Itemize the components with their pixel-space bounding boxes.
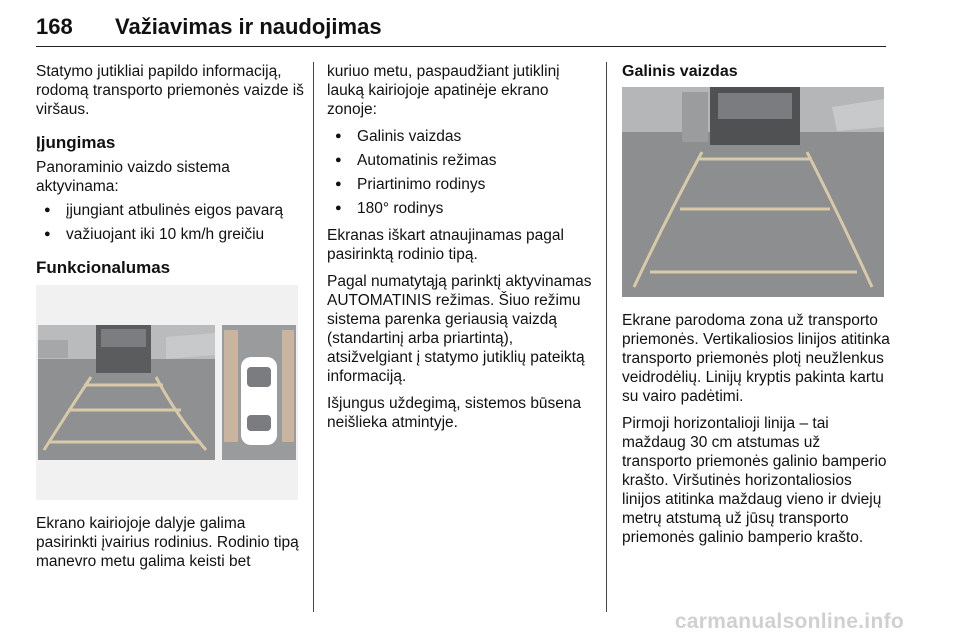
page-header — [36, 12, 886, 47]
views-paragraph: Ekrano kairiojoje dalyje galima pasirinkti įvairius rodinius. Rodinio tipą manevro metu galima keisti bet — [36, 515, 299, 570]
rear-view-paragraph-2: Pirmoji horizontalioji linija – tai maždaug 30 cm atstumas už transporto priemonės galinio bamperio krašto. Viršutinės horizontaliosios linijos atitinka maždaug vieno ir dviejų metrų atstumą už jūsų transporto priemonės galinio bamperio krašto. — [622, 415, 887, 546]
activation-list — [36, 201, 304, 244]
column-2 — [327, 62, 599, 440]
watermark: carmanualsonline.info — [674, 610, 904, 633]
chapter-title: Važiavimas ir naudojimas — [115, 14, 382, 39]
list-item: ● Priartinimo rodinys — [327, 175, 599, 194]
list-item: ● 180° rodinys — [327, 199, 599, 218]
view-type-list — [327, 127, 599, 218]
intro-paragraph: Statymo jutikliai papildo informaciją, rodomą transporto priemonės vaizde iš viršaus. — [36, 63, 304, 118]
column-1 — [36, 62, 304, 579]
default-mode-paragraph: Pagal numatytąją parinktį aktyvinamas AUTOMATINIS režimas. Šiuo režimu sistema parenka geriausią vaizdą (standartinį arba priartintą), atsižvelgiant į statymo jutiklių pateiktą informaciją. — [327, 273, 592, 385]
list-item: ● Automatinis režimas — [327, 151, 599, 170]
rear-view-illustration — [622, 87, 884, 297]
list-item: ● Galinis vaizdas — [327, 127, 599, 146]
column-3 — [622, 62, 892, 555]
heading-functionality: Funkcionalumas — [36, 258, 171, 277]
refresh-paragraph: Ekranas iškart atnaujinamas pagal pasirinktą rodinio tipą. — [327, 227, 564, 263]
display-illustration — [36, 285, 298, 500]
list-item: ● važiuojant iki 10 km/h greičiu — [36, 225, 304, 244]
continued-paragraph: kuriuo metu, paspaudžiant jutiklinį lauką kairiojoje apatinėje ekrano zonoje: — [327, 63, 560, 118]
list-item: ● įjungiant atbulinės eigos pavarą — [36, 201, 304, 220]
page-number: 168 — [36, 14, 73, 39]
activation-text: Panoraminio vaizdo sistema aktyvinama: — [36, 159, 230, 195]
heading-rear-view: Galinis vaizdas — [622, 63, 738, 80]
ignition-paragraph: Išjungus uždegimą, sistemos būsena neišlieka atmintyje. — [327, 395, 582, 431]
column-divider-1 — [313, 62, 314, 612]
column-divider-2 — [606, 62, 607, 612]
rear-view-paragraph-1: Ekrane parodoma zona už transporto priemonės. Vertikaliosios linijos atitinka transporto priemonės plotį neužlenkus veidrodėlių. Linijų kryptis pakinta kartu su vairo padėtimi. — [622, 312, 890, 405]
heading-activation: Įjungimas — [36, 133, 116, 152]
